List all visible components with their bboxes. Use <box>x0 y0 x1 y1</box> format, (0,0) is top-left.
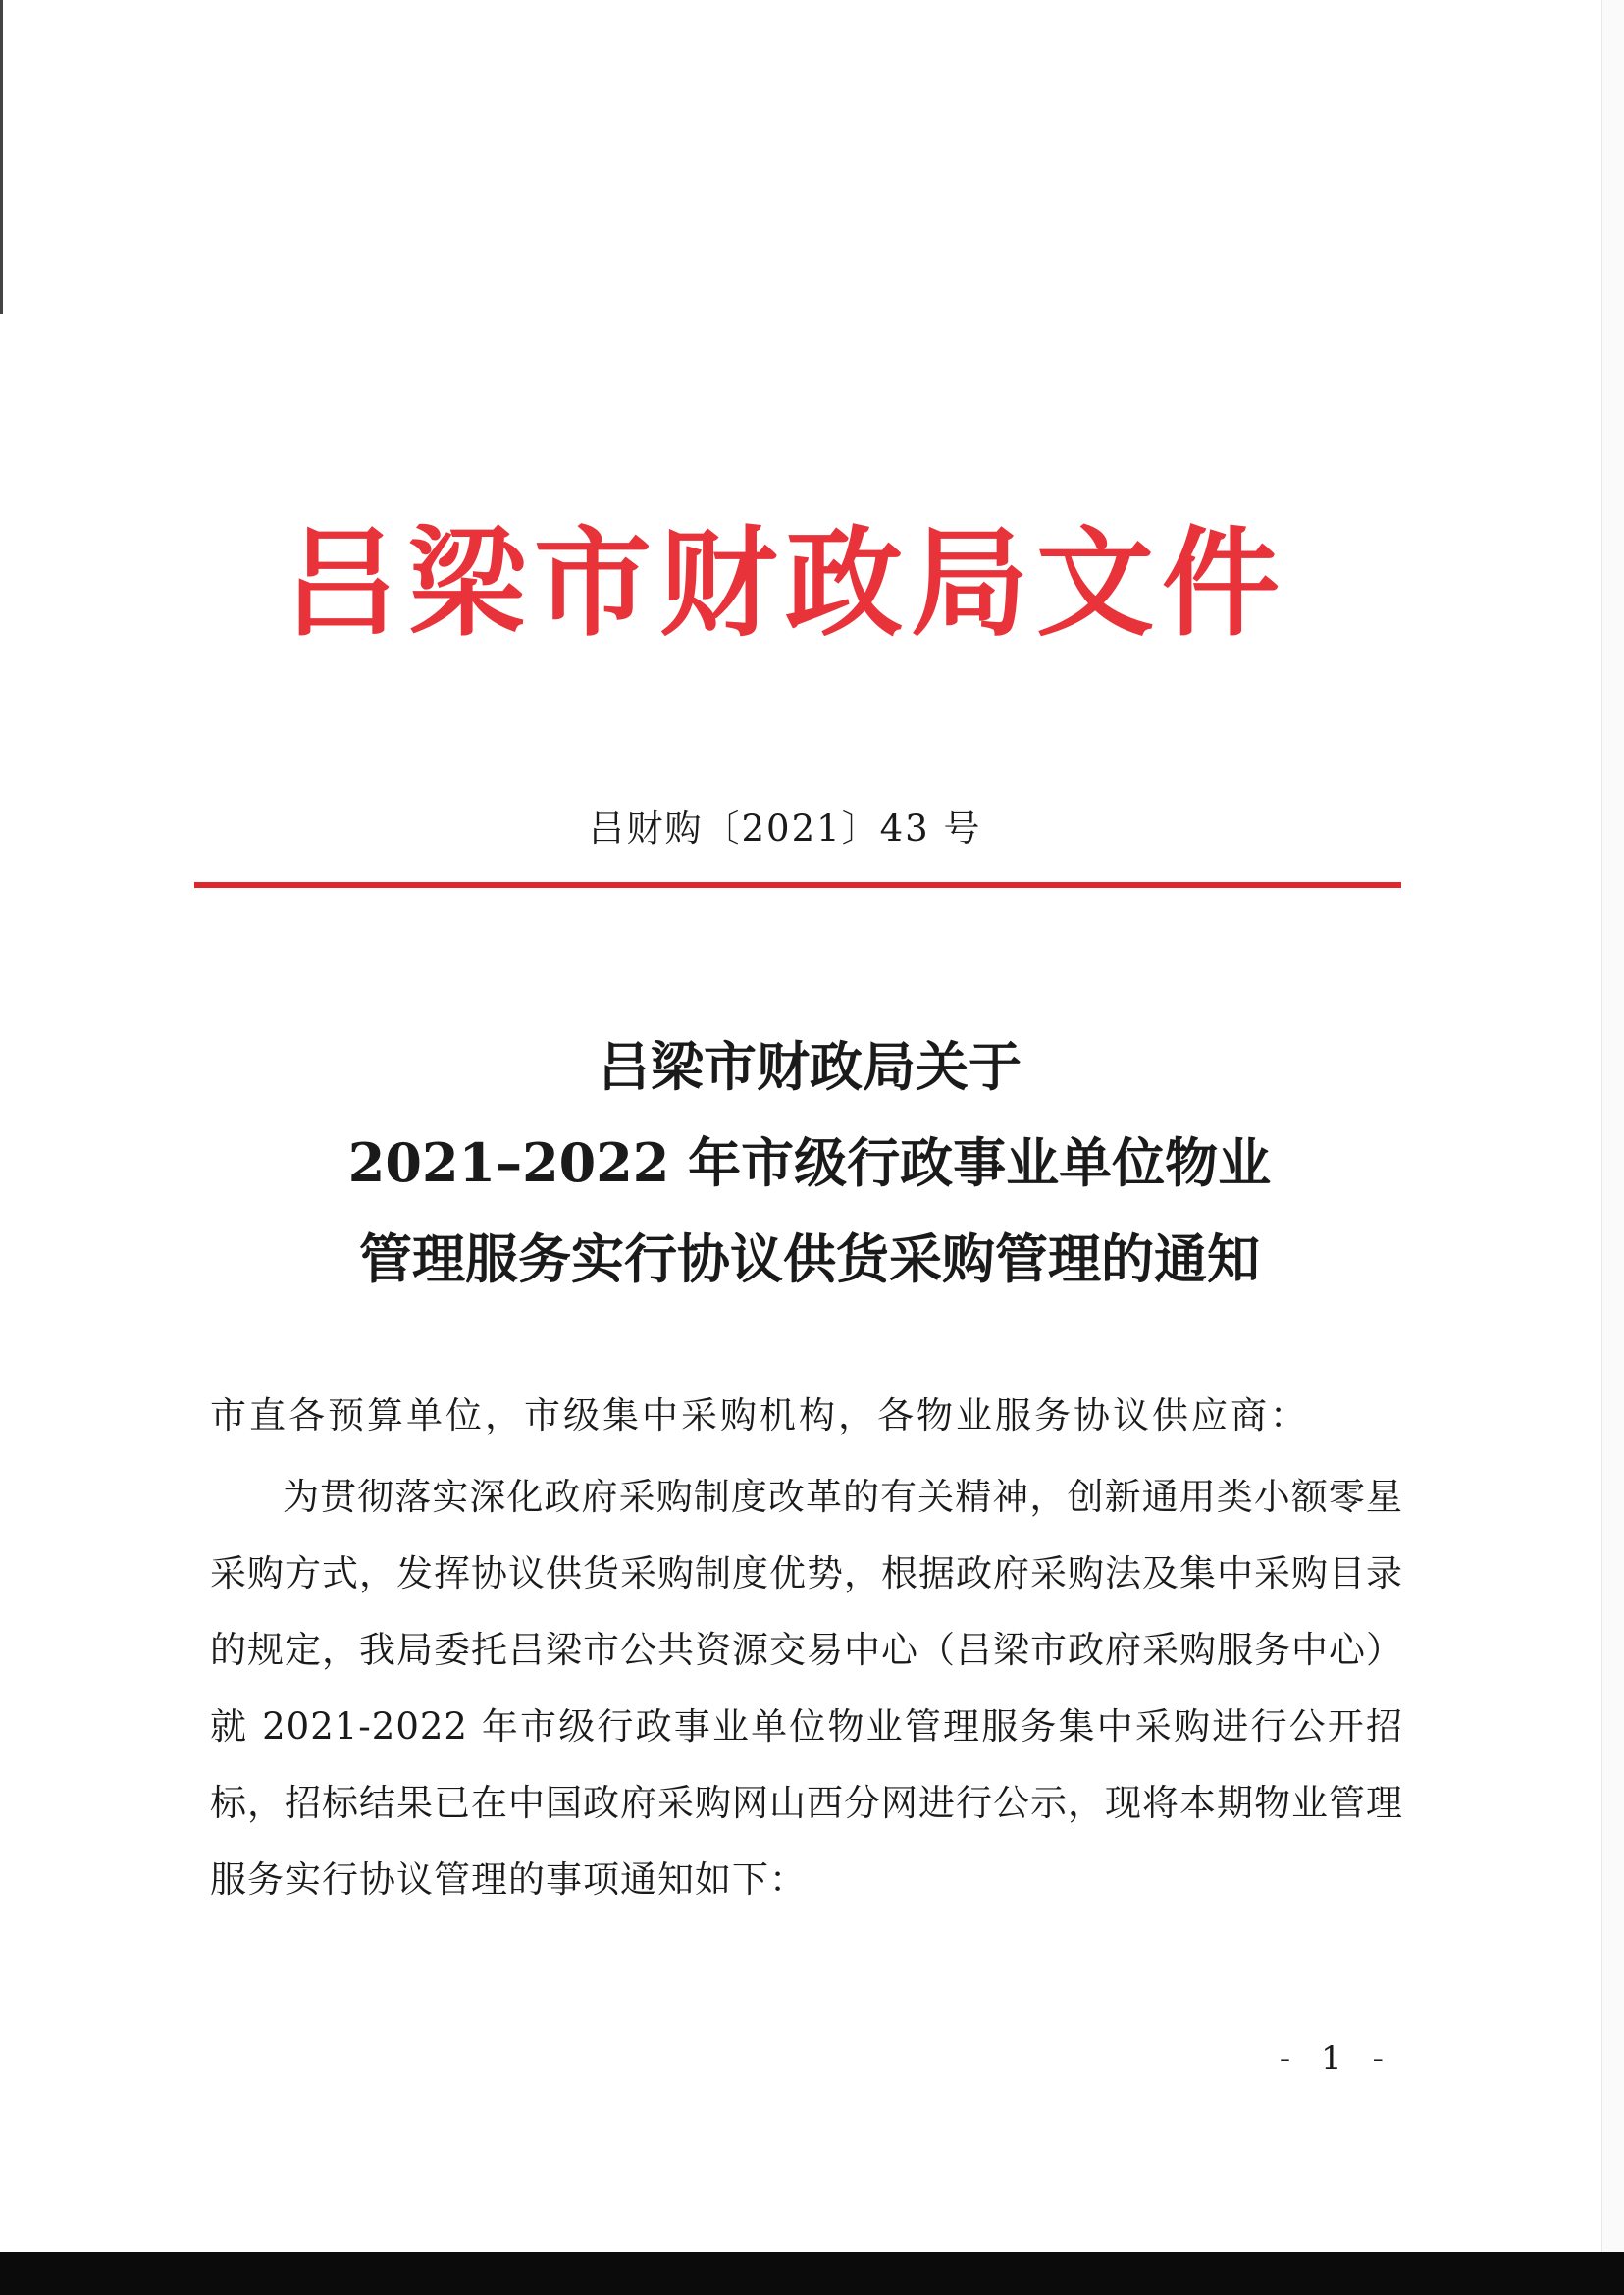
body-text <box>210 1459 1403 1918</box>
notice-title-line-3: 管理服务实行协议供货采购管理的通知 <box>359 1227 1260 1290</box>
document-number: 吕财购〔2021〕43 号 <box>588 808 982 850</box>
body-paragraph: 为贯彻落实深化政府采购制度改革的有关精神，创新通用类小额零星采购方式，发挥协议供货采购制度优势，根据政府采购法及集中采购目录的规定，我局委托吕梁市公共资源交易中心（吕梁市政府采购服务中心）就 2021-2022 年市级行政事业单位物业管理服务集中采购进行公开招标，招标结果已在中国政府采购网山西分网进行公示，现将本期物业管理服务实行协议管理的事项通知如下： <box>210 1476 1403 1901</box>
scan-bottom-band <box>0 2252 1624 2295</box>
notice-title <box>147 1018 1472 1307</box>
notice-title-line-1: 吕梁市财政局关于 <box>598 1035 1022 1098</box>
issuer-header-title: 吕梁市财政局文件 <box>283 514 1287 652</box>
page-number: - 1 - <box>1279 2039 1393 2078</box>
salutation: 市直各预算单位，市级集中采购机构，各物业服务协议供应商： <box>210 1394 1309 1436</box>
red-separator-rule <box>194 882 1401 888</box>
scan-edge-left <box>0 0 3 314</box>
scan-edge-right <box>1601 0 1624 2295</box>
notice-title-line-2: 2021–2022 年市级行政事业单位物业 <box>347 1131 1272 1194</box>
